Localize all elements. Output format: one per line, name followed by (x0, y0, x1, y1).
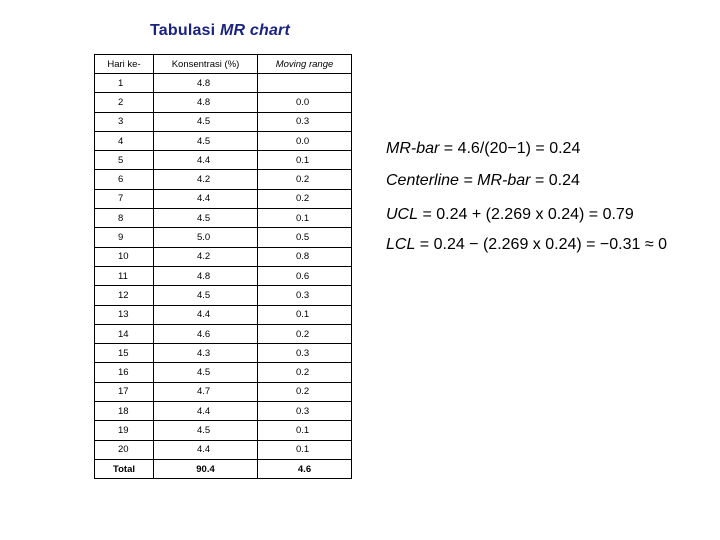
cell-day: 12 (95, 286, 154, 305)
cell-moving-range: 0.1 (258, 209, 352, 228)
cell-moving-range: 0.1 (258, 151, 352, 170)
cell-moving-range: 0.3 (258, 402, 352, 421)
cell-concentration: 4.8 (154, 74, 258, 93)
cell-concentration: 4.8 (154, 266, 258, 285)
table-row (95, 402, 352, 421)
cell-moving-range: 0.2 (258, 363, 352, 382)
table-row (95, 305, 352, 324)
cell-concentration: 4.2 (154, 170, 258, 189)
cell-concentration: 4.5 (154, 209, 258, 228)
table-total-row (95, 459, 352, 478)
cell-day: 20 (95, 440, 154, 459)
page-title (0, 22, 440, 40)
cell-concentration: 4.5 (154, 286, 258, 305)
cell-moving-range: 0.2 (258, 382, 352, 401)
table-row (95, 266, 352, 285)
table-row (95, 151, 352, 170)
cell-day: 5 (95, 151, 154, 170)
table-row (95, 74, 352, 93)
cell-day: 11 (95, 266, 154, 285)
cell-moving-range: 0.3 (258, 286, 352, 305)
cell-moving-range: 0.1 (258, 421, 352, 440)
cell-concentration: 4.4 (154, 402, 258, 421)
cell-day: 18 (95, 402, 154, 421)
cell-moving-range: 0.1 (258, 440, 352, 459)
cell-concentration: 4.5 (154, 363, 258, 382)
cell-day: 7 (95, 189, 154, 208)
cell-moving-range: 0.0 (258, 131, 352, 150)
table-row (95, 363, 352, 382)
table-row (95, 440, 352, 459)
title-italic: MR chart (219, 22, 291, 39)
cell-day: 14 (95, 324, 154, 343)
table-row (95, 421, 352, 440)
cell-concentration: 4.5 (154, 421, 258, 440)
table-row (95, 189, 352, 208)
cell-moving-range: 0.3 (258, 344, 352, 363)
total-cell-moving-range: 4.6 (258, 459, 352, 478)
cell-moving-range: 0.8 (258, 247, 352, 266)
cell-concentration: 4.6 (154, 324, 258, 343)
mrbar-formula: MR-bar = 4.6/(20−1) = 0.24 (386, 140, 581, 157)
centerline-formula: Centerline = MR-bar = 0.24 (386, 172, 580, 189)
table-row (95, 247, 352, 266)
header-day: Hari ke- (95, 55, 154, 74)
cell-day: 16 (95, 363, 154, 382)
header-concentration: Konsentrasi (%) (154, 55, 258, 74)
mr-table (94, 54, 352, 479)
cell-day: 2 (95, 93, 154, 112)
table-row (95, 209, 352, 228)
cell-day: 9 (95, 228, 154, 247)
cell-moving-range: 0.2 (258, 324, 352, 343)
cell-day: 19 (95, 421, 154, 440)
total-cell-concentration: 90.4 (154, 459, 258, 478)
cell-moving-range: 0.1 (258, 305, 352, 324)
table-row (95, 112, 352, 131)
cell-day: 8 (95, 209, 154, 228)
lcl-formula: LCL = 0.24 − (2.269 x 0.24) = −0.31 ≈ 0 (386, 236, 667, 253)
table-row (95, 170, 352, 189)
table-row (95, 93, 352, 112)
cell-concentration: 4.4 (154, 305, 258, 324)
cell-moving-range: 0.6 (258, 266, 352, 285)
table-row (95, 286, 352, 305)
cell-day: 15 (95, 344, 154, 363)
cell-concentration: 5.0 (154, 228, 258, 247)
table-row (95, 344, 352, 363)
cell-moving-range (258, 74, 352, 93)
cell-moving-range: 0.2 (258, 189, 352, 208)
table-row (95, 228, 352, 247)
cell-day: 17 (95, 382, 154, 401)
cell-moving-range: 0.5 (258, 228, 352, 247)
cell-concentration: 4.4 (154, 189, 258, 208)
cell-concentration: 4.5 (154, 112, 258, 131)
cell-concentration: 4.3 (154, 344, 258, 363)
cell-day: 3 (95, 112, 154, 131)
cell-concentration: 4.4 (154, 440, 258, 459)
cell-day: 1 (95, 74, 154, 93)
title-main: Tabulasi (149, 22, 220, 39)
table-row (95, 131, 352, 150)
header-moving-range: Moving range (258, 55, 352, 74)
cell-concentration: 4.2 (154, 247, 258, 266)
cell-moving-range: 0.2 (258, 170, 352, 189)
cell-day: 13 (95, 305, 154, 324)
cell-concentration: 4.8 (154, 93, 258, 112)
cell-moving-range: 0.0 (258, 93, 352, 112)
cell-day: 6 (95, 170, 154, 189)
table-header-row (95, 55, 352, 74)
cell-concentration: 4.4 (154, 151, 258, 170)
cell-day: 4 (95, 131, 154, 150)
cell-concentration: 4.7 (154, 382, 258, 401)
total-cell-day: Total (95, 459, 154, 478)
cell-concentration: 4.5 (154, 131, 258, 150)
table-row (95, 324, 352, 343)
table-row (95, 382, 352, 401)
ucl-formula: UCL = 0.24 + (2.269 x 0.24) = 0.79 (386, 206, 634, 223)
cell-day: 10 (95, 247, 154, 266)
table-body (95, 74, 352, 479)
cell-moving-range: 0.3 (258, 112, 352, 131)
